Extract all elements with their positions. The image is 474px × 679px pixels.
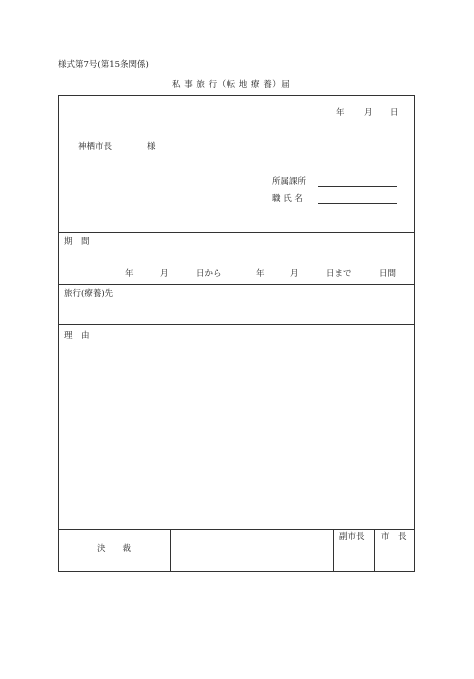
divider-reason bbox=[58, 324, 415, 325]
period-to-year: 年 bbox=[256, 269, 265, 279]
addressee-honorific: 様 bbox=[147, 142, 156, 152]
period-from-month: 月 bbox=[160, 269, 169, 279]
period-from-day: 日から bbox=[196, 269, 222, 279]
date-year-label: 年 bbox=[336, 108, 345, 118]
approval-divider-2 bbox=[333, 529, 334, 572]
form-number: 様式第7号(第15条関係) bbox=[58, 60, 149, 70]
period-label: 期 間 bbox=[64, 237, 90, 247]
reason-label: 理 由 bbox=[64, 331, 90, 341]
period-to-day: 日まで bbox=[326, 269, 352, 279]
approval-divider-3 bbox=[374, 529, 375, 572]
mayor-label: 市 長 bbox=[381, 532, 407, 542]
divider-approval bbox=[58, 529, 415, 530]
form-title: 私 事 旅 行（転 地 療 養）届 bbox=[172, 80, 291, 90]
divider-destination bbox=[58, 284, 415, 285]
divider-period bbox=[58, 232, 415, 233]
department-field[interactable] bbox=[318, 186, 397, 187]
position-name-label: 職 氏 名 bbox=[272, 194, 303, 204]
department-label: 所属課所 bbox=[272, 177, 307, 187]
form-frame bbox=[58, 95, 415, 572]
date-month-label: 月 bbox=[364, 108, 373, 118]
approval-divider-1 bbox=[170, 529, 171, 572]
vice-mayor-label: 副市長 bbox=[339, 532, 365, 542]
destination-label: 旅行(療養)先 bbox=[64, 289, 114, 299]
date-day-label: 日 bbox=[390, 108, 399, 118]
addressee-name: 神栖市長 bbox=[78, 142, 113, 152]
approval-label: 決 裁 bbox=[97, 544, 132, 554]
period-to-month: 月 bbox=[290, 269, 299, 279]
period-days: 日間 bbox=[379, 269, 397, 279]
period-from-year: 年 bbox=[125, 269, 134, 279]
position-name-field[interactable] bbox=[318, 203, 397, 204]
